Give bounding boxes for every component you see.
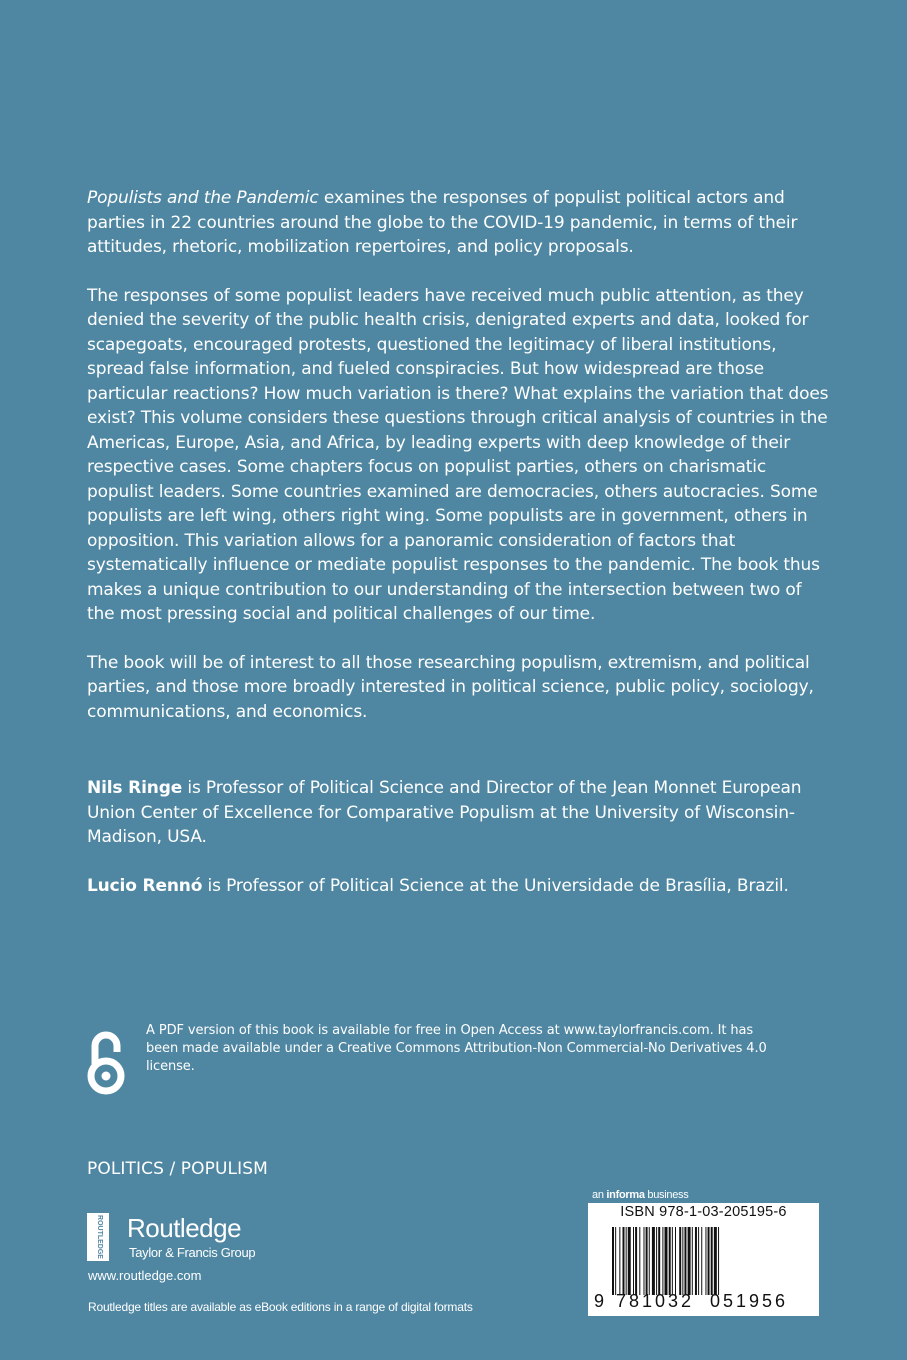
author-bio-1 xyxy=(87,776,832,850)
barcode-bar xyxy=(626,1227,627,1295)
publisher-name: Routledge xyxy=(127,1213,242,1243)
barcode-bar xyxy=(633,1227,634,1295)
barcode-bar xyxy=(682,1227,683,1295)
barcode-bar xyxy=(672,1227,673,1295)
informa-business-tagline xyxy=(592,1189,688,1201)
informa-prefix: an xyxy=(592,1189,607,1201)
author-1-name: Nils Ringe xyxy=(87,778,183,798)
barcode-bar xyxy=(675,1227,676,1295)
barcode-bar xyxy=(628,1227,631,1295)
publisher-group: Taylor & Francis Group xyxy=(129,1245,256,1260)
ebook-note: Routledge titles are available as eBook editions in a range of digital formats xyxy=(88,1300,473,1314)
open-access-text: A PDF version of this book is available for free in Open Access at www.taylorfrancis.com. It has been made available under a Creative Commons Attribution-Non Commercial-No Derivatives 4.0 license. xyxy=(146,1023,767,1074)
isbn-barcode xyxy=(588,1203,819,1316)
open-access-notice xyxy=(83,1022,783,1082)
barcode-bar xyxy=(612,1227,614,1295)
barcode-bar xyxy=(684,1227,686,1295)
publisher-logo xyxy=(87,1213,287,1263)
barcode-bar xyxy=(619,1227,620,1295)
barcode-bar xyxy=(695,1227,697,1295)
barcode-digits-right: 051956 xyxy=(710,1291,789,1311)
barcode-bar xyxy=(635,1227,637,1295)
barcode-bar xyxy=(649,1227,650,1295)
barcode-bar xyxy=(644,1227,645,1295)
barcode-digits-left: 781032 xyxy=(616,1291,695,1311)
back-cover-description xyxy=(87,186,832,748)
barcode-bar xyxy=(679,1227,681,1295)
barcode-bar xyxy=(692,1227,693,1295)
barcode-bar xyxy=(718,1227,719,1295)
logo-mark-text: ROUTLEDGE xyxy=(96,1215,103,1259)
informa-suffix: business xyxy=(644,1189,689,1201)
subject-category: POLITICS / POPULISM xyxy=(87,1159,268,1179)
barcode-bar xyxy=(615,1227,616,1295)
barcode-bar xyxy=(662,1227,663,1295)
barcode-digit-first: 9 xyxy=(594,1291,605,1311)
author-1-bio-text: is Professor of Political Science and Director of the Jean Monnet European Union Center of Excellence for Comparative Populism at the University of Wisconsin-Madison, USA. xyxy=(87,778,802,847)
barcode-bar xyxy=(658,1227,660,1295)
barcode-bar xyxy=(714,1227,717,1295)
description-paragraph-3: The book will be of interest to all those researching populism, extremism, and political parties, and those more broadly interested in political science, public policy, sociology, communications, and economics. xyxy=(87,652,814,722)
description-paragraph-2: The responses of some populist leaders have received much public attention, as they denied the severity of the public health crisis, denigrated experts and data, looked for scapegoats, encouraged protests, questioned the legitimacy of liberal institutions, spread false information, and fueled conspiracies. But how widespread are those particular reactions? How much variation is there? What explains the variation that does exist? This volume considers these questions through critical analysis of countries in the Americas, Europe, Asia, and Africa, by leading experts with deep knowledge of their respective cases. Some chapters focus on populist parties, others on charismatic populist leaders. Some countries examined are democracies, others autocracies. Some populists are left wing, others right wing. Some populists are in government, others in opposition. This variation allows for a panoramic consideration of factors that systematically influence or mediate populist responses to the pandemic. The book thus makes a unique contribution to our understanding of the intersection between two of the most pressing social and political challenges of our time. xyxy=(87,285,829,624)
barcode-bar xyxy=(639,1227,640,1295)
open-access-icon xyxy=(83,1026,129,1098)
barcode-bar xyxy=(623,1227,625,1295)
barcode-bar xyxy=(708,1227,710,1295)
informa-word: informa xyxy=(606,1189,645,1201)
description-paragraph-1-text: examines the responses of populist political actors and parties in 22 countries around the globe to the COVID-19 pandemic, in terms of their attitudes, rhetoric, mobilization repertoires, and policy proposals. xyxy=(87,188,798,257)
barcode-bar xyxy=(656,1227,657,1295)
author-bio-2 xyxy=(87,874,832,899)
publisher-url: www.routledge.com xyxy=(88,1268,202,1283)
barcode-bar xyxy=(652,1227,655,1295)
isbn-label: ISBN 978-1-03-205195-6 xyxy=(620,1204,787,1220)
barcode-bar xyxy=(701,1227,702,1295)
barcode-bar xyxy=(705,1227,706,1295)
barcode-bars xyxy=(610,1227,810,1295)
barcode-bar xyxy=(688,1227,691,1295)
author-bios xyxy=(87,776,832,922)
barcode-bar xyxy=(646,1227,648,1295)
barcode-bar xyxy=(669,1227,671,1295)
barcode-bar xyxy=(665,1227,668,1295)
barcode-bar xyxy=(711,1227,713,1295)
book-title: Populists and the Pandemic xyxy=(87,188,319,208)
author-2-name: Lucio Rennó xyxy=(87,875,203,896)
barcode-bar xyxy=(698,1227,699,1295)
description-paragraph-1 xyxy=(87,186,832,260)
routledge-logo-mark xyxy=(87,1213,109,1261)
author-2-bio-text: is Professor of Political Science at the Universidade de Brasília, Brazil. xyxy=(202,875,789,896)
